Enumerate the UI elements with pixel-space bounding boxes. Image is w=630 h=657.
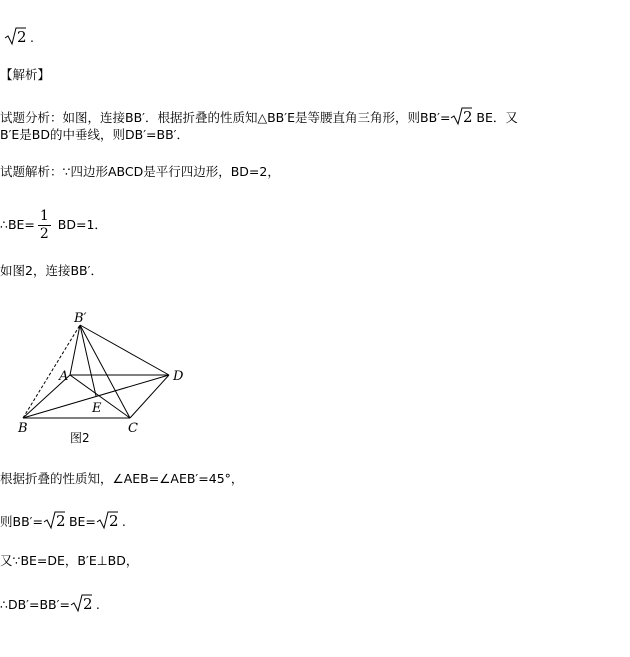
solution-dbp-label: ∴DB′=BB′=	[0, 597, 70, 612]
solution-line-4: 根据折叠的性质知，∠AEB=∠AEB′=45°，	[0, 471, 244, 486]
sqrt-symbol	[96, 510, 118, 535]
fraction-one-half	[38, 208, 51, 243]
solution-line-2	[0, 203, 107, 247]
solution-line-6: 又∵BE=DE，B′E⊥BD，	[0, 553, 139, 568]
solution-bd-text: BD=1．	[53, 217, 107, 232]
solution-bbp-label: 则BB′=	[0, 514, 43, 529]
sqrt-symbol	[450, 106, 472, 131]
solution-line-3: 如图2，连接BB′．	[0, 263, 103, 278]
label-a: A	[59, 369, 69, 384]
analysis-text-b: BE．又	[472, 110, 518, 125]
label-e: E	[92, 401, 102, 416]
label-b-prime: B′	[74, 311, 87, 326]
answer-line	[4, 26, 34, 51]
solution-line-5	[0, 510, 126, 535]
solution-line7-tail: .	[91, 597, 100, 612]
figure-caption: 图2	[70, 431, 90, 445]
geometry-figure	[14, 308, 214, 448]
label-c: C	[128, 421, 138, 436]
label-d: D	[173, 369, 184, 384]
solution-line-1: 试题解析：∵四边形ABCD是平行四边形，BD=2，	[0, 164, 280, 179]
answer-radicand: 2	[17, 28, 26, 46]
line5-radicand-2: 2	[108, 512, 118, 530]
segment-cd	[130, 375, 169, 418]
segment-bp-e	[80, 325, 96, 396]
solution-be-text: BE=	[64, 514, 96, 529]
fraction-numerator: 1	[39, 208, 49, 224]
analysis-line-2: B′E是BD的中垂线，则DB′=BB′．	[0, 127, 190, 142]
section-heading: 【解析】	[0, 67, 51, 82]
line7-radicand: 2	[82, 595, 92, 613]
answer-tail: .	[26, 30, 34, 45]
solution-line5-tail: .	[117, 514, 126, 529]
sqrt-symbol	[70, 593, 92, 618]
sqrt-symbol	[43, 510, 65, 535]
solution-line-7	[0, 593, 100, 618]
line5-radicand-1: 2	[55, 512, 65, 530]
fraction-denominator: 2	[39, 226, 49, 242]
label-b: B	[18, 421, 28, 436]
analysis-text-a: 试题分析：如图，连接BB′．根据折叠的性质知△BB′E是等腰直角三角形，则BB′=	[0, 110, 451, 125]
solution-be-label: ∴BE=	[0, 217, 35, 232]
sqrt-symbol	[4, 26, 26, 51]
analysis-radicand: 2	[463, 108, 473, 126]
